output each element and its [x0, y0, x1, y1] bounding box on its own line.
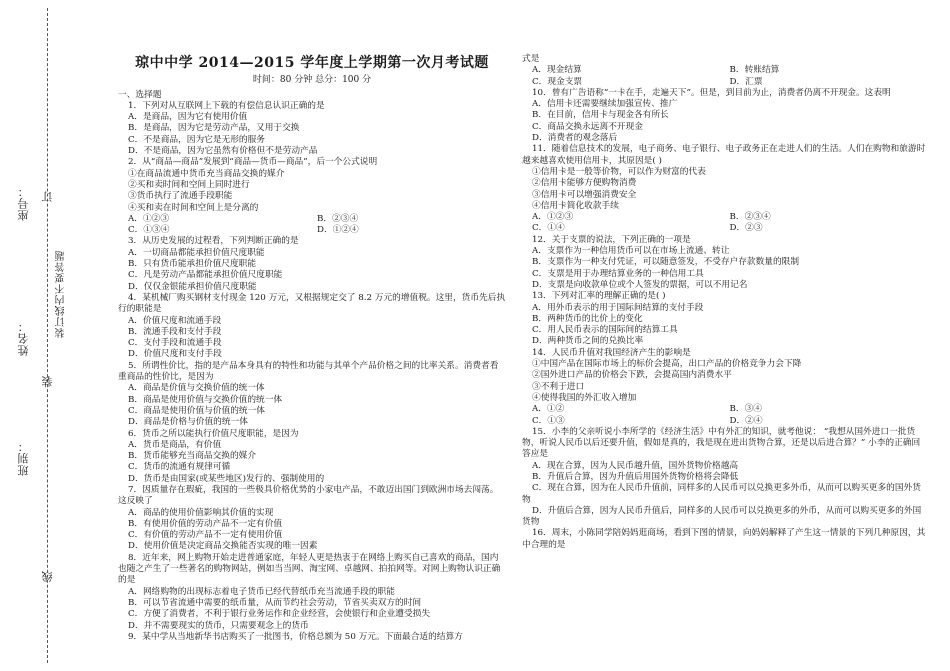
option: B．支票作为一种支付凭证，可以随意签发，不受存户存款数量的限制	[532, 257, 800, 268]
question-6	[118, 429, 506, 485]
option: B．流通手段和支付手段	[128, 326, 222, 337]
option: B．有使用价值的劳动产品不一定有价值	[128, 518, 283, 529]
option: D．价值尺度和支付手段	[128, 349, 222, 360]
option: D．仅仅金银能承担价值尺度职能	[128, 281, 257, 292]
question-stem: 12．关于支票的说法，下列正确的一项是	[532, 234, 691, 245]
option: A．现在合算，因为人民币越升值，国外货物价格越高	[532, 460, 739, 471]
option: A．现金结算	[532, 65, 582, 76]
name-label: 姓名：	[17, 320, 30, 356]
question-8	[118, 553, 506, 632]
question-11	[522, 144, 927, 234]
option: B．③④	[729, 404, 762, 415]
question-7	[118, 485, 506, 553]
statement: ②买和卖时间和空间上同时进行	[128, 179, 250, 190]
option: D．升值后合算，因为人民币升值后，同样多的人民币可以兑换更多的外币，从而可以购买更多的外国货物	[522, 505, 922, 528]
question-stem: 2．从“商品—商品”发展到“商品—货币—商品”，后一个公式说明	[128, 157, 378, 168]
question-4	[118, 293, 506, 361]
seat-label: 座号：	[17, 185, 30, 221]
question-stem: 1．下列对从互联网上下载的有偿信息认识正确的是	[128, 100, 325, 111]
section-heading: 一、选择题	[118, 89, 162, 100]
option: C．不是商品，因为它是无形的服务	[128, 134, 265, 145]
option: C．支付手段和流通手段	[128, 338, 222, 349]
option: A．信用卡还需要继续加强宣传、推广	[532, 99, 678, 110]
option: D．汇票	[729, 76, 763, 87]
option: D．并不需要现实的货币，只需要观念上的货币	[128, 620, 309, 631]
option: C．货币的流通有规律可循	[128, 462, 231, 473]
option: C．商品交换永远离不开现金	[532, 121, 643, 132]
option: B．只有货币能承担价值尺度职能	[128, 259, 257, 270]
option: C．支票是用于办理结算业务的一种信用工具	[532, 268, 704, 279]
question-stem: 11．随着信息技术的发展，电子商务、电子银行、电子政务正在走进人们的生活。人们在购物和旅游时越来越喜欢使用信用卡，其原因是( )	[522, 144, 926, 166]
question-14	[522, 348, 927, 427]
question-stem: 4．某机械厂购买钢材支付现金 120 万元，又根据规定交了 8.2 万元的增值税。这里，货币先后执行的职能是	[118, 292, 506, 315]
exam-meta: 时间：80 分钟 总分：100 分	[252, 75, 372, 86]
binding-xian: 线	[41, 570, 54, 582]
option: B．可以节省流通中需要的纸币量，从而节约社会劳动，节省买卖双方的时间	[128, 597, 422, 608]
question-9	[118, 632, 506, 643]
page-title: 琼中中学 2014—2015 学年度上学期第一次月考试题	[135, 55, 489, 71]
option: B．②③④	[729, 212, 771, 223]
binding-ding: 订	[41, 190, 54, 202]
statement: ①中国产品在国际市场上的标价会提高，出口产品的价格竞争力会下降	[532, 359, 802, 370]
question-stem: 14．人民币升值对我国经济产生的影响是	[532, 347, 691, 358]
option: C．方便了消费者，不利于银行业务运作和企业经营，会使银行和企业遭受损失	[128, 609, 431, 620]
option: B．转账结算	[729, 65, 780, 76]
statement: ②信用卡能够方便购物消费	[532, 178, 637, 189]
statement: ①信用卡是一般等价物，可以作为财富的代表	[532, 166, 706, 177]
option: B．在目前，信用卡与现金各有所长	[532, 110, 669, 121]
statement: ①在商品流通中货币充当商品交换的媒介	[128, 168, 285, 179]
question-stem: 8．近年来，网上购物开始走进普通家庭，年轻人更是热衷于在网络上购买自己喜欢的商品，国内也随之产生了一些著名的购物网站，例如当当网、淘宝网、卓越网、拍拍网等。对网上购物认识正确的是	[118, 552, 501, 586]
option: B．是商品，因为它是劳动产品，又用于交换	[128, 123, 300, 134]
question-3	[118, 236, 506, 292]
option: B．两种货币的比价上的变化	[532, 313, 643, 324]
question-stem: 5．所谓性价比，指的是产品本身具有的特性和功能与其单个产品价格之间的比率关系。消费者看重商品的性价比，是因为	[118, 360, 499, 383]
option: C．凡是劳动产品都能承担价值尺度职能	[128, 270, 283, 281]
option: C．商品是使用价值与价值的统一体	[128, 405, 265, 416]
option: D．货币是由国家(或某些地区)发行的、强制使用的	[128, 473, 325, 484]
question-15	[522, 427, 927, 529]
option: D．②④	[729, 415, 763, 426]
option: A．网络购物的出现标志着电子货币已经代替纸币充当流通手段的职能	[128, 586, 395, 597]
statement: ③不利于进口	[532, 381, 585, 392]
option: B．升值后合算，因为升值后用国外货物价格将会降低	[532, 471, 739, 482]
option: D．①②④	[317, 225, 359, 236]
option: B．货币能够充当商品交换的媒介	[128, 451, 257, 462]
question-2	[118, 157, 506, 236]
question-5	[118, 361, 506, 429]
option: A．①②③	[532, 212, 574, 223]
option: C．①④	[532, 223, 565, 234]
option: C．①③	[532, 415, 565, 426]
question-10	[522, 88, 927, 144]
option: A．商品的使用价值影响其价值的实现	[128, 507, 274, 518]
binding-note: 装订线内不要答题	[56, 250, 67, 338]
statement: ④使得我国的外汇收入增加	[532, 392, 637, 403]
option: C．用人民币表示的国际间的结算工具	[532, 325, 678, 336]
option: C．①③④	[128, 225, 170, 236]
option: A．是商品，因为它有使用价值	[128, 112, 248, 123]
option: A．价值尺度和流通手段	[128, 315, 222, 326]
question-1	[118, 101, 506, 157]
option: C．现金支票	[532, 76, 583, 87]
question-stem: 15．小李的父亲听说小李所学的《经济生活》中有外汇的知识，就考他说： “我想从国外进口一批货物，听说人民币以后还要升值，假如是真的，我是现在进出货物合算，还是以后进合算？” 小李的正确回答应是	[522, 426, 921, 460]
option: A．货币是商品，有价值	[128, 439, 222, 450]
option: D．两种货币之间的兑换比率	[532, 336, 644, 347]
statement: ③信用卡可以增强消费安全	[532, 189, 637, 200]
option: D．②③	[729, 223, 763, 234]
option: C．有价值的劳动产品不一定有使用价值	[128, 530, 283, 541]
option: B．②③④	[317, 213, 359, 224]
class-label: 班别：	[17, 440, 30, 476]
statement: ②国外进口产品的价格会下跌，会提高国内消费水平	[532, 370, 732, 381]
question-stem: 3．从历史发展的过程看，下列判断正确的是	[128, 236, 299, 247]
left-column	[118, 52, 506, 643]
option: A．用外币表示的用于国际间结算的支付手段	[532, 302, 704, 313]
question-13	[522, 291, 927, 347]
option: A．①②	[532, 404, 565, 415]
option: D．消费者的观念落后	[532, 133, 618, 144]
option: D．不是商品，因为它虽然有价格但不是劳动产品	[128, 146, 318, 157]
binding-zhuang: 装	[41, 375, 54, 387]
option: C．现在合算，因为在人民币升值前，同样多的人民币可以兑换更多外币，从而可以购买更多的国外货物	[522, 483, 921, 505]
option: A．一切商品都能承担价值尺度职能	[128, 247, 265, 258]
statement: ④买和卖在时间和空间上是分离的	[128, 202, 259, 213]
option: B．商品是使用价值与交换价值的统一体	[128, 394, 283, 405]
option: D．支票是向收款单位或个人签发的票据，可以不用记名	[532, 279, 748, 290]
right-column	[522, 54, 927, 551]
question-9-continued: 式是	[522, 54, 540, 64]
binding-line	[47, 8, 48, 663]
question-12	[522, 235, 927, 291]
option: D．使用价值是决定商品交换能否实现的唯一因素	[128, 541, 318, 552]
question-stem: 7．因质量存在瑕疵，我国的一些极具价格优势的小家电产品，不敢迈出国门到欧洲市场去闯荡。这反映了	[118, 484, 499, 507]
question-stem: 6．货币之所以能执行价值尺度职能，是因为	[128, 428, 299, 439]
option: A．①②③	[128, 213, 170, 224]
question-stem: 10．曾有广告语称“一卡在手，走遍天下”。但是，到目前为止，消费者仍离不开现金。这表明	[532, 87, 891, 98]
question-stem: 13．下列对汇率的理解正确的是( )	[532, 291, 666, 302]
question-16	[522, 528, 927, 551]
question-stem: 16．周末，小陈同学陪妈妈逛商场，看到下图的情景，向妈妈解释了产生这一情景的下列几种原因，其中合理的是	[522, 528, 926, 550]
question-stem: 9．某中学从当地新华书店购买了一批图书，价格总额为 50 万元。下面最合适的结算方	[128, 631, 463, 642]
binding-margin	[0, 0, 110, 671]
statement: ④信用卡简化收款手续	[532, 200, 619, 211]
option: A．支票作为一种信用货币可以在市场上流通、转让	[532, 246, 730, 257]
option: D．商品是价格与价值的统一体	[128, 417, 248, 428]
option: A．商品是价值与交换价值的统一体	[128, 383, 265, 394]
statement: ③货币执行了流通手段职能	[128, 191, 233, 202]
